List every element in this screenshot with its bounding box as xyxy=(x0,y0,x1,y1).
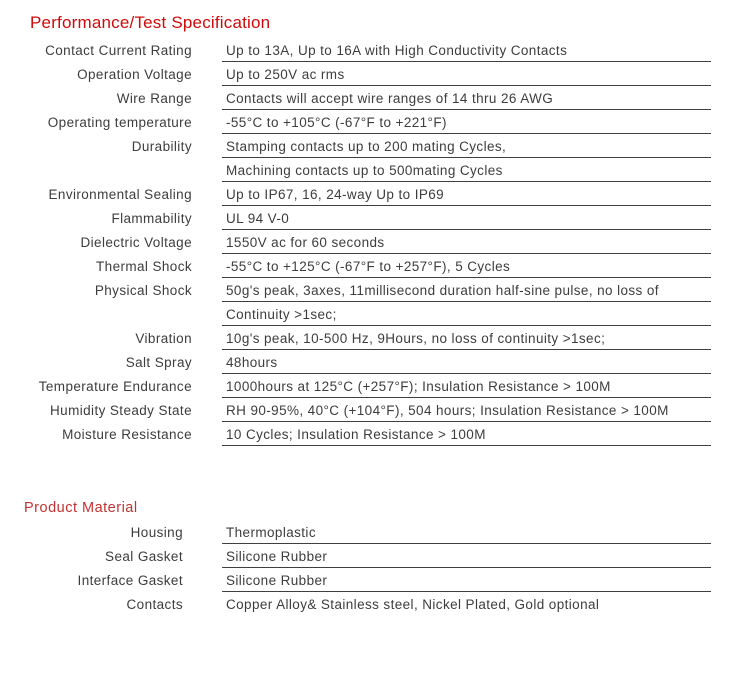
table-row xyxy=(0,278,738,302)
row-value: 48hours xyxy=(222,350,711,374)
row-value: Contacts will accept wire ranges of 14 thru 26 AWG xyxy=(222,86,711,110)
row-value: 50g's peak, 3axes, 11millisecond duration half-sine pulse, no loss of xyxy=(222,278,711,302)
table-row xyxy=(0,350,738,374)
table-row xyxy=(0,110,738,134)
row-value: 10 Cycles; Insulation Resistance > 100M xyxy=(222,422,711,446)
row-value: UL 94 V-0 xyxy=(222,206,711,230)
table-row xyxy=(0,230,738,254)
table-row xyxy=(0,134,738,158)
row-value: -55°C to +105°C (-67°F to +221°F) xyxy=(222,110,711,134)
row-value: Continuity >1sec; xyxy=(222,302,711,326)
row-label: Humidity Steady State xyxy=(50,403,192,418)
performance-spec-table xyxy=(0,38,738,446)
table-row xyxy=(0,62,738,86)
product-material-table xyxy=(0,520,738,616)
row-value: Silicone Rubber xyxy=(222,568,711,592)
row-label: Temperature Endurance xyxy=(38,379,192,394)
row-label: Seal Gasket xyxy=(105,549,183,564)
spec-section-title: Performance/Test Specification xyxy=(30,13,271,32)
row-label: Dielectric Voltage xyxy=(80,235,192,250)
table-row xyxy=(0,302,738,326)
row-value: 1550V ac for 60 seconds xyxy=(222,230,711,254)
table-row xyxy=(0,592,738,616)
row-value: Thermoplastic xyxy=(222,520,711,544)
table-row xyxy=(0,520,738,544)
row-label: Interface Gasket xyxy=(77,573,183,588)
table-row xyxy=(0,568,738,592)
table-row xyxy=(0,254,738,278)
row-value: -55°C to +125°C (-67°F to +257°F), 5 Cycles xyxy=(222,254,711,278)
table-row xyxy=(0,206,738,230)
row-label: Durability xyxy=(131,139,192,154)
table-row xyxy=(0,422,738,446)
table-row xyxy=(0,182,738,206)
row-value: Silicone Rubber xyxy=(222,544,711,568)
table-row xyxy=(0,326,738,350)
row-label: Salt Spray xyxy=(125,355,192,370)
row-value: Up to IP67, 16, 24-way Up to IP69 xyxy=(222,182,711,206)
row-label: Housing xyxy=(130,525,183,540)
table-row xyxy=(0,38,738,62)
row-value: Up to 250V ac rms xyxy=(222,62,711,86)
row-label: Contacts xyxy=(126,597,183,612)
row-label: Thermal Shock xyxy=(96,259,192,274)
material-section-title: Product Material xyxy=(24,500,138,516)
row-label: Flammability xyxy=(111,211,192,226)
row-value: Up to 13A, Up to 16A with High Conductivity Contacts xyxy=(222,38,711,62)
row-value: 10g's peak, 10-500 Hz, 9Hours, no loss of continuity >1sec; xyxy=(222,326,711,350)
row-label: Moisture Resistance xyxy=(62,427,192,442)
table-row xyxy=(0,86,738,110)
table-row xyxy=(0,374,738,398)
row-label: Operating temperature xyxy=(47,115,192,130)
row-label: Contact Current Rating xyxy=(45,43,192,58)
row-label: Wire Range xyxy=(116,91,192,106)
table-row xyxy=(0,158,738,182)
row-label: Physical Shock xyxy=(94,283,192,298)
row-value: Copper Alloy& Stainless steel, Nickel Plated, Gold optional xyxy=(226,597,600,612)
row-value: RH 90-95%, 40°C (+104°F), 504 hours; Insulation Resistance > 100M xyxy=(222,398,711,422)
row-label: Environmental Sealing xyxy=(48,187,192,202)
row-value: 1000hours at 125°C (+257°F); Insulation Resistance > 100M xyxy=(222,374,711,398)
table-row xyxy=(0,398,738,422)
row-value: Stamping contacts up to 200 mating Cycles, xyxy=(222,134,711,158)
row-label: Vibration xyxy=(135,331,192,346)
row-label xyxy=(0,158,192,182)
row-label: Operation Voltage xyxy=(77,67,192,82)
row-label xyxy=(0,302,192,326)
row-value: Machining contacts up to 500mating Cycles xyxy=(222,158,711,182)
table-row xyxy=(0,544,738,568)
